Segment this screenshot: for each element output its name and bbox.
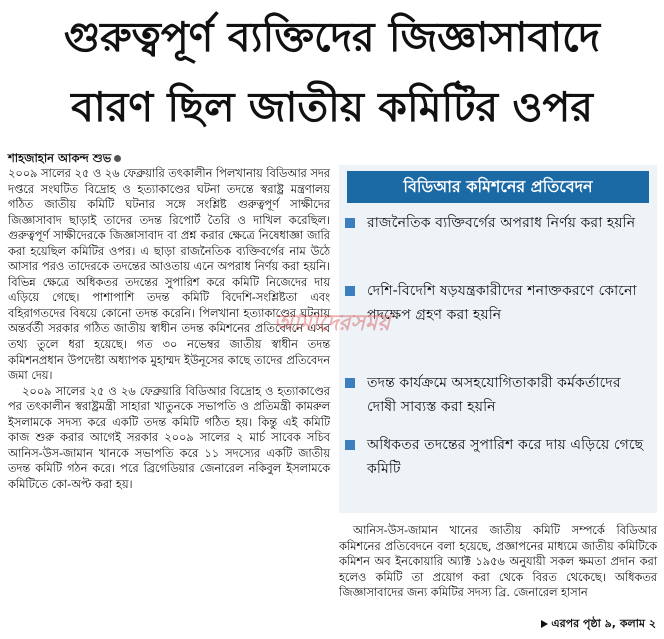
- highlight-text: রাজনৈতিক ব্যক্তিবর্গের অপরাধ নির্ণয় করা হয়নি: [367, 215, 636, 231]
- square-bullet-icon: [345, 378, 355, 388]
- headline-line-1: গুরুত্বপূর্ণ ব্যক্তিদের জিজ্ঞাসাবাদে: [63, 13, 601, 61]
- article-right-column: [339, 523, 657, 601]
- highlights-panel: [339, 165, 657, 513]
- article-left-column: [8, 150, 330, 492]
- panel-title: বিডিআর কমিশনের প্রতিবেদন: [347, 171, 649, 203]
- headline: [4, 2, 660, 142]
- byline-dot-icon: [114, 155, 121, 162]
- continued-note: [541, 616, 656, 631]
- square-bullet-icon: [345, 218, 355, 228]
- highlight-item: [345, 211, 650, 235]
- article-paragraph-2: ২০০৯ সালের ২৫ ও ২৬ ফেব্রুয়ারি বিডিআর বিদ্রোহ ও হত্যাকাণ্ডের পর তৎকালীন স্বরাষ্ট্রমন্ত্রী সাহারা খাতুনকে সভাপতি ও প্রতিমন্ত্রী কামরুল ইসলামকে সদস্য করে একটি তদন্ত কমিটি গঠিত হয়। কিন্তু এই কমিটি কাজ শুরু করার আগেই সরকার ২০০৯ সালের ২ মার্চ সাবেক সচিব আনিস-উস-জামান খানকে সভাপতি করে ১১ সদস্যের একটি জাতীয় তদন্ত কমিটি গঠন করে। পরে ব্রিগেডিয়ার জেনারেল নকিবুল ইসলামকে কমিটিতে কো-অপ্ট করা হয়।: [8, 384, 330, 491]
- headline-line-2: বারণ ছিল জাতীয় কমিটির ওপর: [71, 83, 593, 131]
- highlight-item: [345, 371, 650, 419]
- triangle-arrow-icon: [541, 620, 548, 628]
- watermark-logo: আমাদেরসময়: [273, 311, 391, 336]
- square-bullet-icon: [345, 286, 355, 296]
- continued-text: এরপর পৃষ্ঠা ৯, কলাম ২: [551, 617, 656, 630]
- highlight-text: অধিকতর তদন্তের সুপারিশ করে দায় এড়িয়ে গেছে কমিটি: [367, 437, 644, 477]
- highlight-item: [345, 279, 650, 327]
- byline-author: শাহজাহান আকন্দ শুভ: [8, 151, 112, 165]
- highlight-text: দেশি-বিদেশি ষড়যন্ত্রকারীদের শনাক্তকরণে কোনো পদক্ষেপ গ্রহণ করা হয়নি: [367, 283, 637, 323]
- byline: [8, 150, 330, 166]
- article-paragraph-3: আনিস-উস-জামান খানের জাতীয় কমিটি সম্পর্কে বিডিআর কমিশনের প্রতিবেদনে বলা হয়েছে, প্রজ্ঞাপনের মাধ্যমে জাতীয় কমিটিকে কমিশন অব ইনকোয়ারি অ্যাক্ট ১৯৫৬ অনুযায়ী সকল ক্ষমতা প্রদান করা হলেও কমিটি তা প্রয়োগ করা থেকে বিরত থেকেছে। অধিকতর জিজ্ঞাসাবাদের জন্য কমিটির সদস্য ব্রি. জেনারেল হাসান: [339, 524, 657, 600]
- article-paragraph-1: ২০০৯ সালের ২৫ ও ২৬ ফেব্রুয়ারি তৎকালীন পিলখানায় বিডিআর সদর দপ্তরে সংঘটিত বিদ্রোহ ও হত্যাকাণ্ডের ঘটনা তদন্তে স্বরাষ্ট্র মন্ত্রণালয় গঠিত জাতীয় কমিটি ঘটনার সঙ্গে সংশ্লিষ্ট গুরুত্বপূর্ণ সাক্ষীদের জিজ্ঞাসাবাদ ছাড়াই তাদের তদন্ত রিপোর্ট তৈরি ও দাখিল করেছিল। গুরুত্বপূর্ণ সাক্ষীদেরকে জিজ্ঞাসাবাদ বা প্রশ্ন করার ক্ষেত্রে নিষেধাজ্ঞা জারি করা হয়েছিল কমিটির ওপর। এ ছাড়া রাজনৈতিক ব্যক্তিবর্গের নাম উঠে আসার পরও তাদেরকে তদন্তের আওতায় এনে অপরাধ নির্ণয় করা হয়নি। বিভিন্ন ক্ষেত্রে অধিকতর তদন্তের সুপারিশ করে কমিটি নিজেদের দায় এড়িয়ে গেছে। পাশাপাশি তদন্ত কমিটি বিদেশি-সংশ্লিষ্টতা এবং বহিরাগতদের বিষয়ে কোনো তদন্ত করেনি। পিলখানা হত্যাকাণ্ডের ঘটনায় অন্তর্বর্তী সরকার গঠিত জাতীয় স্বাধীন তদন্ত কমিশনের প্রতিবেদনে এসব তথ্য তুলে ধরা হয়েছে। গত ৩০ নভেম্বর জাতীয় স্বাধীন তদন্ত কমিশনপ্রধান উপদেষ্টা অধ্যাপক মুহাম্মদ ইউনূসের কাছে তাদের প্রতিবেদন জমা দেয়।: [8, 167, 330, 383]
- highlight-text: তদন্ত কার্যক্রমে অসহযোগিতাকারী কর্মকর্তাদের দোষী সাব্যস্ত করা হয়নি: [367, 375, 621, 415]
- highlight-item: [345, 433, 650, 481]
- square-bullet-icon: [345, 440, 355, 450]
